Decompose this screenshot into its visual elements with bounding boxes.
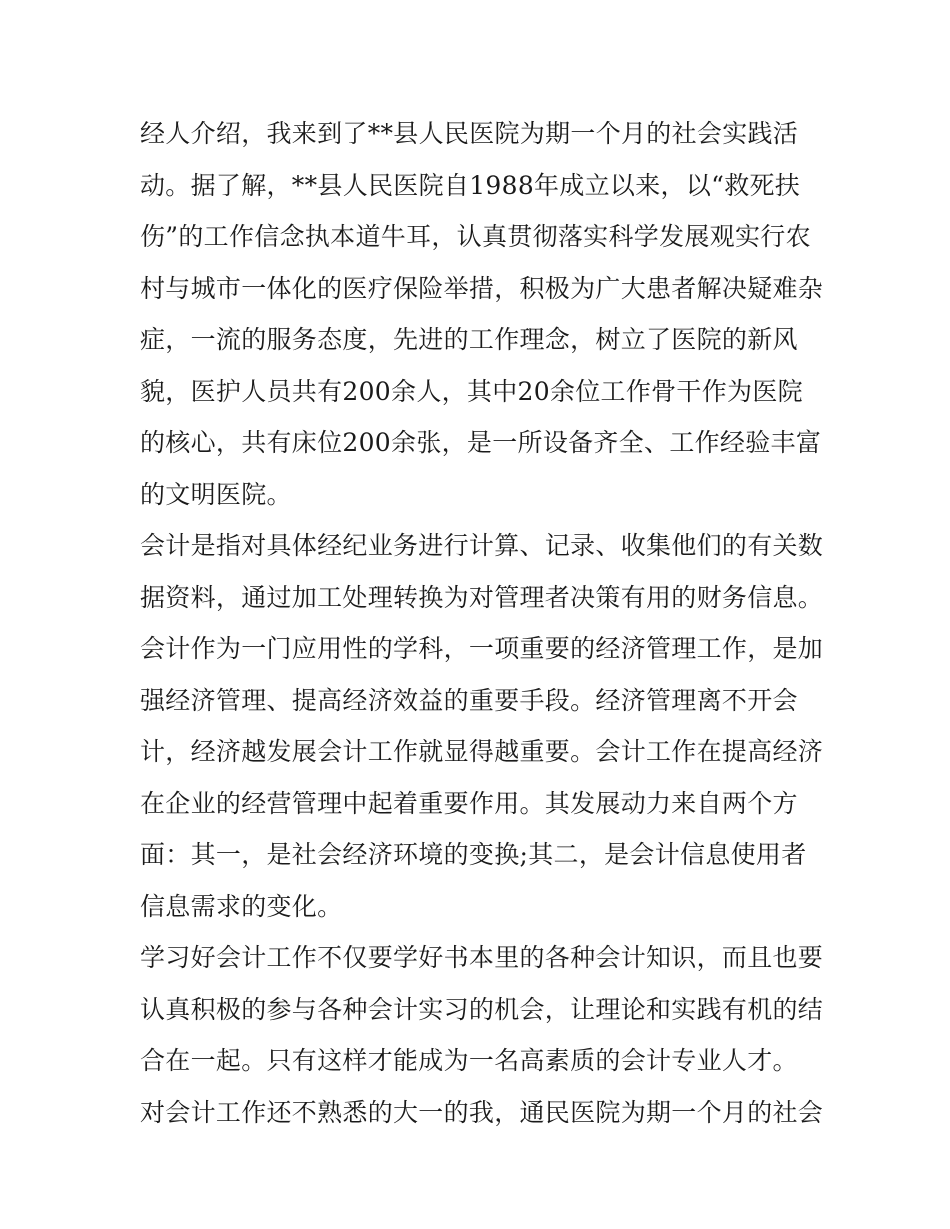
text-line: 强经济管理、提高经济效益的重要手段。经济管理离不开会 (140, 685, 798, 715)
text-line: 信息需求的变化。 (140, 891, 343, 921)
text-line: 症，一流的服务态度，先进的工作理念，树立了医院的新风 (140, 325, 798, 354)
text-line: 经人介绍，我来到了**县人民医院为期一个月的社会实践活 (140, 119, 799, 148)
text-line: 会计作为一门应用性的学科，一项重要的经济管理工作，是加 (140, 634, 824, 663)
text-line: 伤”的工作信念执本道牛耳，认真贯彻落实科学发展观实行农 (140, 222, 811, 251)
text-line: 貌，医护人员共有200余人，其中20余位工作骨干作为医院 (140, 376, 803, 406)
document-body (140, 108, 830, 1138)
text-line: 的文明医院。 (140, 479, 292, 509)
text-line: 会计是指对具体经纪业务进行计算、记录、收集他们的有关数 (140, 531, 824, 560)
text-line: 对会计工作还不熟悉的大一的我，通民医院为期一个月的社会 (140, 1097, 824, 1127)
text-line: 合在一起。只有这样才能成为一名高素质的会计专业人才。 (140, 1046, 798, 1075)
text-line: 学习好会计工作不仅要学好书本里的各种会计知识，而且也要 (140, 943, 824, 972)
text-line: 面：其一，是社会经济环境的变换;其二，是会计信息使用者 (140, 840, 807, 869)
text-line: 据资料，通过加工处理转换为对管理者决策有用的财务信息。 (140, 582, 824, 612)
text-line: 在企业的经营管理中起着重要作用。其发展动力来自两个方 (140, 788, 798, 818)
text-line: 计，经济越发展会计工作就显得越重要。会计工作在提高经济 (140, 737, 824, 766)
text-line: 的核心，共有床位200余张，是一所设备齐全、工作经验丰富 (140, 428, 822, 457)
text-line: 村与城市一体化的医疗保险举措，积极为广大患者解决疑难杂 (140, 273, 824, 303)
text-line: 认真积极的参与各种会计实习的机会，让理论和实践有机的结 (140, 994, 824, 1024)
text-line: 动。据了解，**县人民医院自1988年成立以来，以“救死扶 (140, 170, 801, 200)
